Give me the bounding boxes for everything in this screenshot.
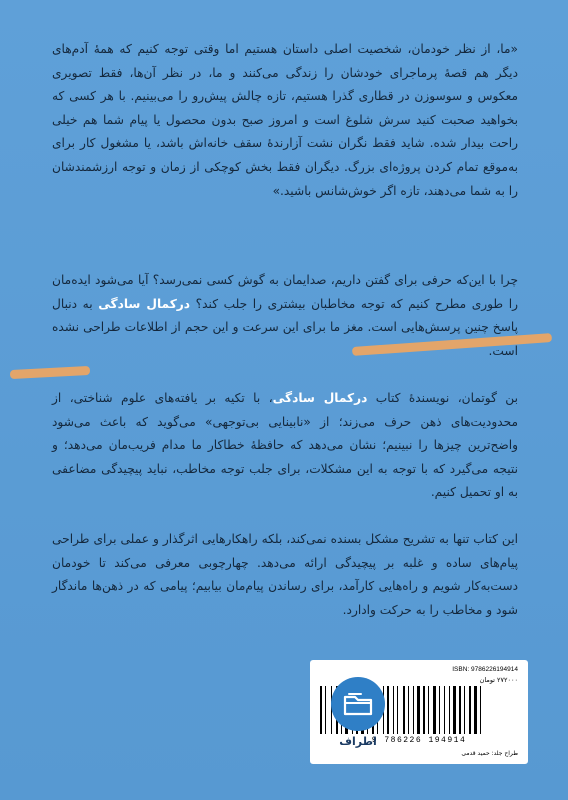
barcode-bar <box>417 686 420 734</box>
author-text-b: ، با تکیه بر یافته‌های علوم شناختی، از محدودیت‌های ذهن حرف می‌زند؛ از «نابینایی بی‌توجهی» می‌گوید که باعث می‌شود واضح‌ترین چیزها را نبینیم؛ نشان می‌دهد که حافظهٔ خطاکار ما مدام فریب‌مان می‌دهد؛ و نتیجه می‌گیرد که با توجه به این مشکلات، برای جلب توجه مخاطب، نباید پیچیدگی مضاعفی به او تحمیل کنیم. <box>52 391 518 500</box>
barcode-bar <box>469 686 471 734</box>
barcode-bar <box>480 686 481 734</box>
author-text-a: بن گوتمان، نویسندهٔ کتاب <box>367 391 518 405</box>
barcode-bar <box>323 686 324 734</box>
publisher-name: اطراف <box>339 735 377 748</box>
barcode-bar <box>433 686 436 734</box>
barcode-bar <box>395 686 396 734</box>
barcode-bar <box>446 686 448 734</box>
barcode-bar <box>320 686 322 734</box>
quote-paragraph <box>52 38 518 203</box>
barcode-bar <box>430 686 432 734</box>
barcode-bar <box>474 686 477 734</box>
barcode-bar <box>390 686 392 734</box>
barcode-bar <box>453 686 456 734</box>
barcode-bar <box>464 686 465 734</box>
cover-designer-credit: طراح جلد: حمید قدمی <box>461 750 518 757</box>
barcode-bar <box>393 686 394 734</box>
barcode-bar <box>482 686 484 734</box>
barcode-bar <box>385 686 386 734</box>
book-title-highlight: درکمال سادگی <box>98 296 191 311</box>
barcode-bar <box>478 686 479 734</box>
barcode-bar <box>457 686 458 734</box>
publisher-logo <box>331 677 385 757</box>
intro-text-b: به دنبال پاسخ چنین پرسش‌هایی است. مغز ما برای این سرعت و این حجم از اطلاعات طراحی نشده است. <box>52 296 518 358</box>
barcode-bar <box>327 686 330 734</box>
quote-text: «ما، از نظر خودمان، شخصیت اصلی داستان هستیم اما وقتی توجه کنیم که همهٔ آدم‌های دیگر هم قصهٔ پرماجرای خودشان را زندگی می‌کنند و ما، در نظر آن‌ها، فقط تصویری معکوس و سوسوزن در قطاری گذرا هستیم، تازه چالش پیش‌رو را می‌بینیم. با هر کسی که بخواهید صحبت کنید سرش شلوغ است و امروز صبح بدون محصول یا پیام شما هم خیلی راحت بیدار شده. شاید فقط نگران نشت آزارندهٔ سقف خانه‌اش باشد، یا مشغول کار برای به‌موقع تمام کردن پروژه‌ای بزرگ. دیگران فقط بخش کوچکی از زمان و توجه ارزشمندشان را به شما می‌دهند، تازه اگر خوش‌شانس باشید.» <box>52 42 518 198</box>
barcode-bar <box>423 686 425 734</box>
barcode-bar <box>421 686 422 734</box>
barcode-bar <box>472 686 473 734</box>
barcode-bar <box>462 686 463 734</box>
barcode-bar <box>444 686 445 734</box>
publisher-logo-circle <box>331 677 385 731</box>
book-title-highlight-2: درکمال سادگی <box>272 391 368 405</box>
barcode-bar <box>428 686 429 734</box>
barcode-bar <box>399 686 402 734</box>
folder-icon <box>331 677 385 731</box>
barcode-bar <box>387 686 389 734</box>
barcode-bar <box>413 686 414 734</box>
barcode-bar <box>325 686 326 734</box>
barcode-bar <box>439 686 440 734</box>
barcode-number: 9 786226 194914 <box>371 736 467 745</box>
summary-paragraph <box>52 528 518 622</box>
barcode-bar <box>451 686 452 734</box>
barcode-bar <box>437 686 438 734</box>
barcode-bar <box>466 686 468 734</box>
barcode-bar <box>397 686 398 734</box>
barcode-bar <box>426 686 427 734</box>
barcode-bar <box>441 686 443 734</box>
barcode-bar <box>449 686 450 734</box>
summary-text: این کتاب تنها به تشریح مشکل بسنده نمی‌کند، بلکه راهکارهایی اثرگذار و عملی برای طراحی پیام‌های ساده و غلبه بر پیچیدگی ارائه می‌دهد. چهارچوبی معرفی می‌کند تا خودمان دست‌به‌کار شویم و راه‌هایی کارآمد، برای رساندن پیام‌مان بیابیم؛ پیامی که در ذهن‌ها ماندگار شود و مخاطب را به حرکت وادارد. <box>52 532 518 617</box>
barcode-bar <box>408 686 409 734</box>
isbn-label: ISBN: 9786226194914 <box>452 666 518 673</box>
barcode-bar <box>459 686 461 734</box>
price-label: ۲۷۲۰۰۰ تومان <box>479 676 518 684</box>
barcode-bar <box>415 686 416 734</box>
intro-paragraph <box>52 269 518 363</box>
barcode-bar <box>410 686 412 734</box>
barcode-bar <box>403 686 405 734</box>
author-paragraph <box>52 387 518 505</box>
barcode-bar <box>406 686 407 734</box>
intro-text-a: چرا با این‌که حرفی برای گفتن داریم، صدایمان به گوش کسی نمی‌رسد؟ آیا می‌شود ایده‌مان را طوری مطرح کنیم که توجه مخاطبان بیشتری را جلب کند؟ <box>52 273 518 311</box>
